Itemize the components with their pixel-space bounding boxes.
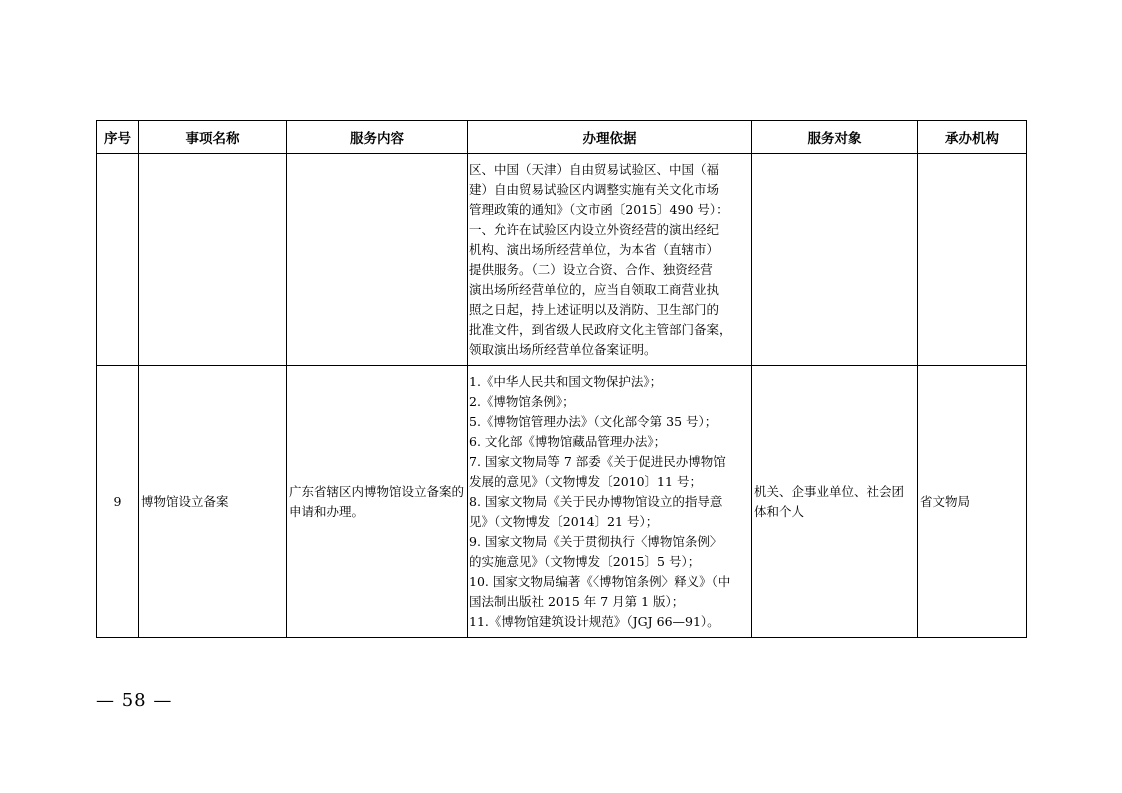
service-items-table [96, 120, 1027, 638]
basis-line: 5.《博物馆管理办法》（文化部令第 35 号）； [469, 414, 718, 429]
row-index: 9 [97, 366, 139, 638]
basis-line: 区、中国（天津）自由贸易试验区、中国（福 [469, 162, 720, 177]
basis-line: 领取演出场所经营单位备案证明。 [469, 342, 657, 357]
row-item-name: 博物馆设立备案 [139, 366, 287, 638]
row-item-name [139, 154, 287, 366]
basis-line: 提供服务。（二）设立合资、合作、独资经营 [469, 262, 713, 277]
header-index: 序号 [97, 121, 139, 154]
header-service-target: 服务对象 [752, 121, 918, 154]
row-service-target: 机关、企事业单位、社会团体和个人 [752, 366, 918, 638]
row-agency: 省文物局 [918, 366, 1027, 638]
header-agency: 承办机构 [918, 121, 1027, 154]
basis-line: 1.《中华人民共和国文物保护法》； [469, 374, 663, 389]
header-legal-basis: 办理依据 [468, 121, 752, 154]
basis-line: 发展的意见》（文物博发〔2010〕11 号； [469, 474, 702, 489]
basis-line: 机构、演出场所经营单位，为本省（直辖市） [469, 242, 720, 257]
basis-line: 国法制出版社 2015 年 7 月第 1 版）； [469, 594, 685, 609]
header-service-content: 服务内容 [287, 121, 468, 154]
page-number: — 58 — [96, 690, 173, 711]
basis-line: 见》（文物博发〔2014〕21 号）； [469, 514, 659, 529]
basis-line: 6. 文化部《博物馆藏品管理办法》； [469, 434, 667, 449]
basis-line: 演出场所经营单位的，应当自领取工商营业执 [469, 282, 720, 297]
basis-line: 2.《博物馆条例》； [469, 394, 575, 409]
row-agency [918, 154, 1027, 366]
row-legal-basis [468, 154, 752, 366]
basis-line: 照之日起，持上述证明以及消防、卫生部门的 [469, 302, 720, 317]
basis-line: 一、允许在试验区内设立外资经营的演出经纪 [469, 222, 720, 237]
basis-line: 建）自由贸易试验区内调整实施有关文化市场 [469, 182, 720, 197]
table-row [97, 154, 1027, 366]
basis-line: 7. 国家文物局等 7 部委《关于促进民办博物馆 [469, 454, 726, 469]
table-row [97, 366, 1027, 638]
table-header-row [97, 121, 1027, 154]
basis-line: 8. 国家文物局《关于民办博物馆设立的指导意 [469, 494, 723, 509]
header-item-name: 事项名称 [139, 121, 287, 154]
basis-line: 11.《博物馆建筑设计规范》（JGJ 66—91）。 [469, 614, 720, 629]
row-legal-basis [468, 366, 752, 638]
basis-line: 9. 国家文物局《关于贯彻执行〈博物馆条例〉 [469, 534, 723, 549]
basis-line: 管理政策的通知》（文市函〔2015〕490 号）： [469, 202, 729, 217]
row-service-target [752, 154, 918, 366]
row-index [97, 154, 139, 366]
basis-line: 10. 国家文物局编著《〈博物馆条例〉释义》（中 [469, 574, 731, 589]
basis-line: 的实施意见》（文物博发〔2015〕5 号）； [469, 554, 701, 569]
basis-line: 批准文件，到省级人民政府文化主管部门备案， [469, 322, 732, 337]
row-service-content: 广东省辖区内博物馆设立备案的申请和办理。 [287, 366, 468, 638]
row-service-content [287, 154, 468, 366]
